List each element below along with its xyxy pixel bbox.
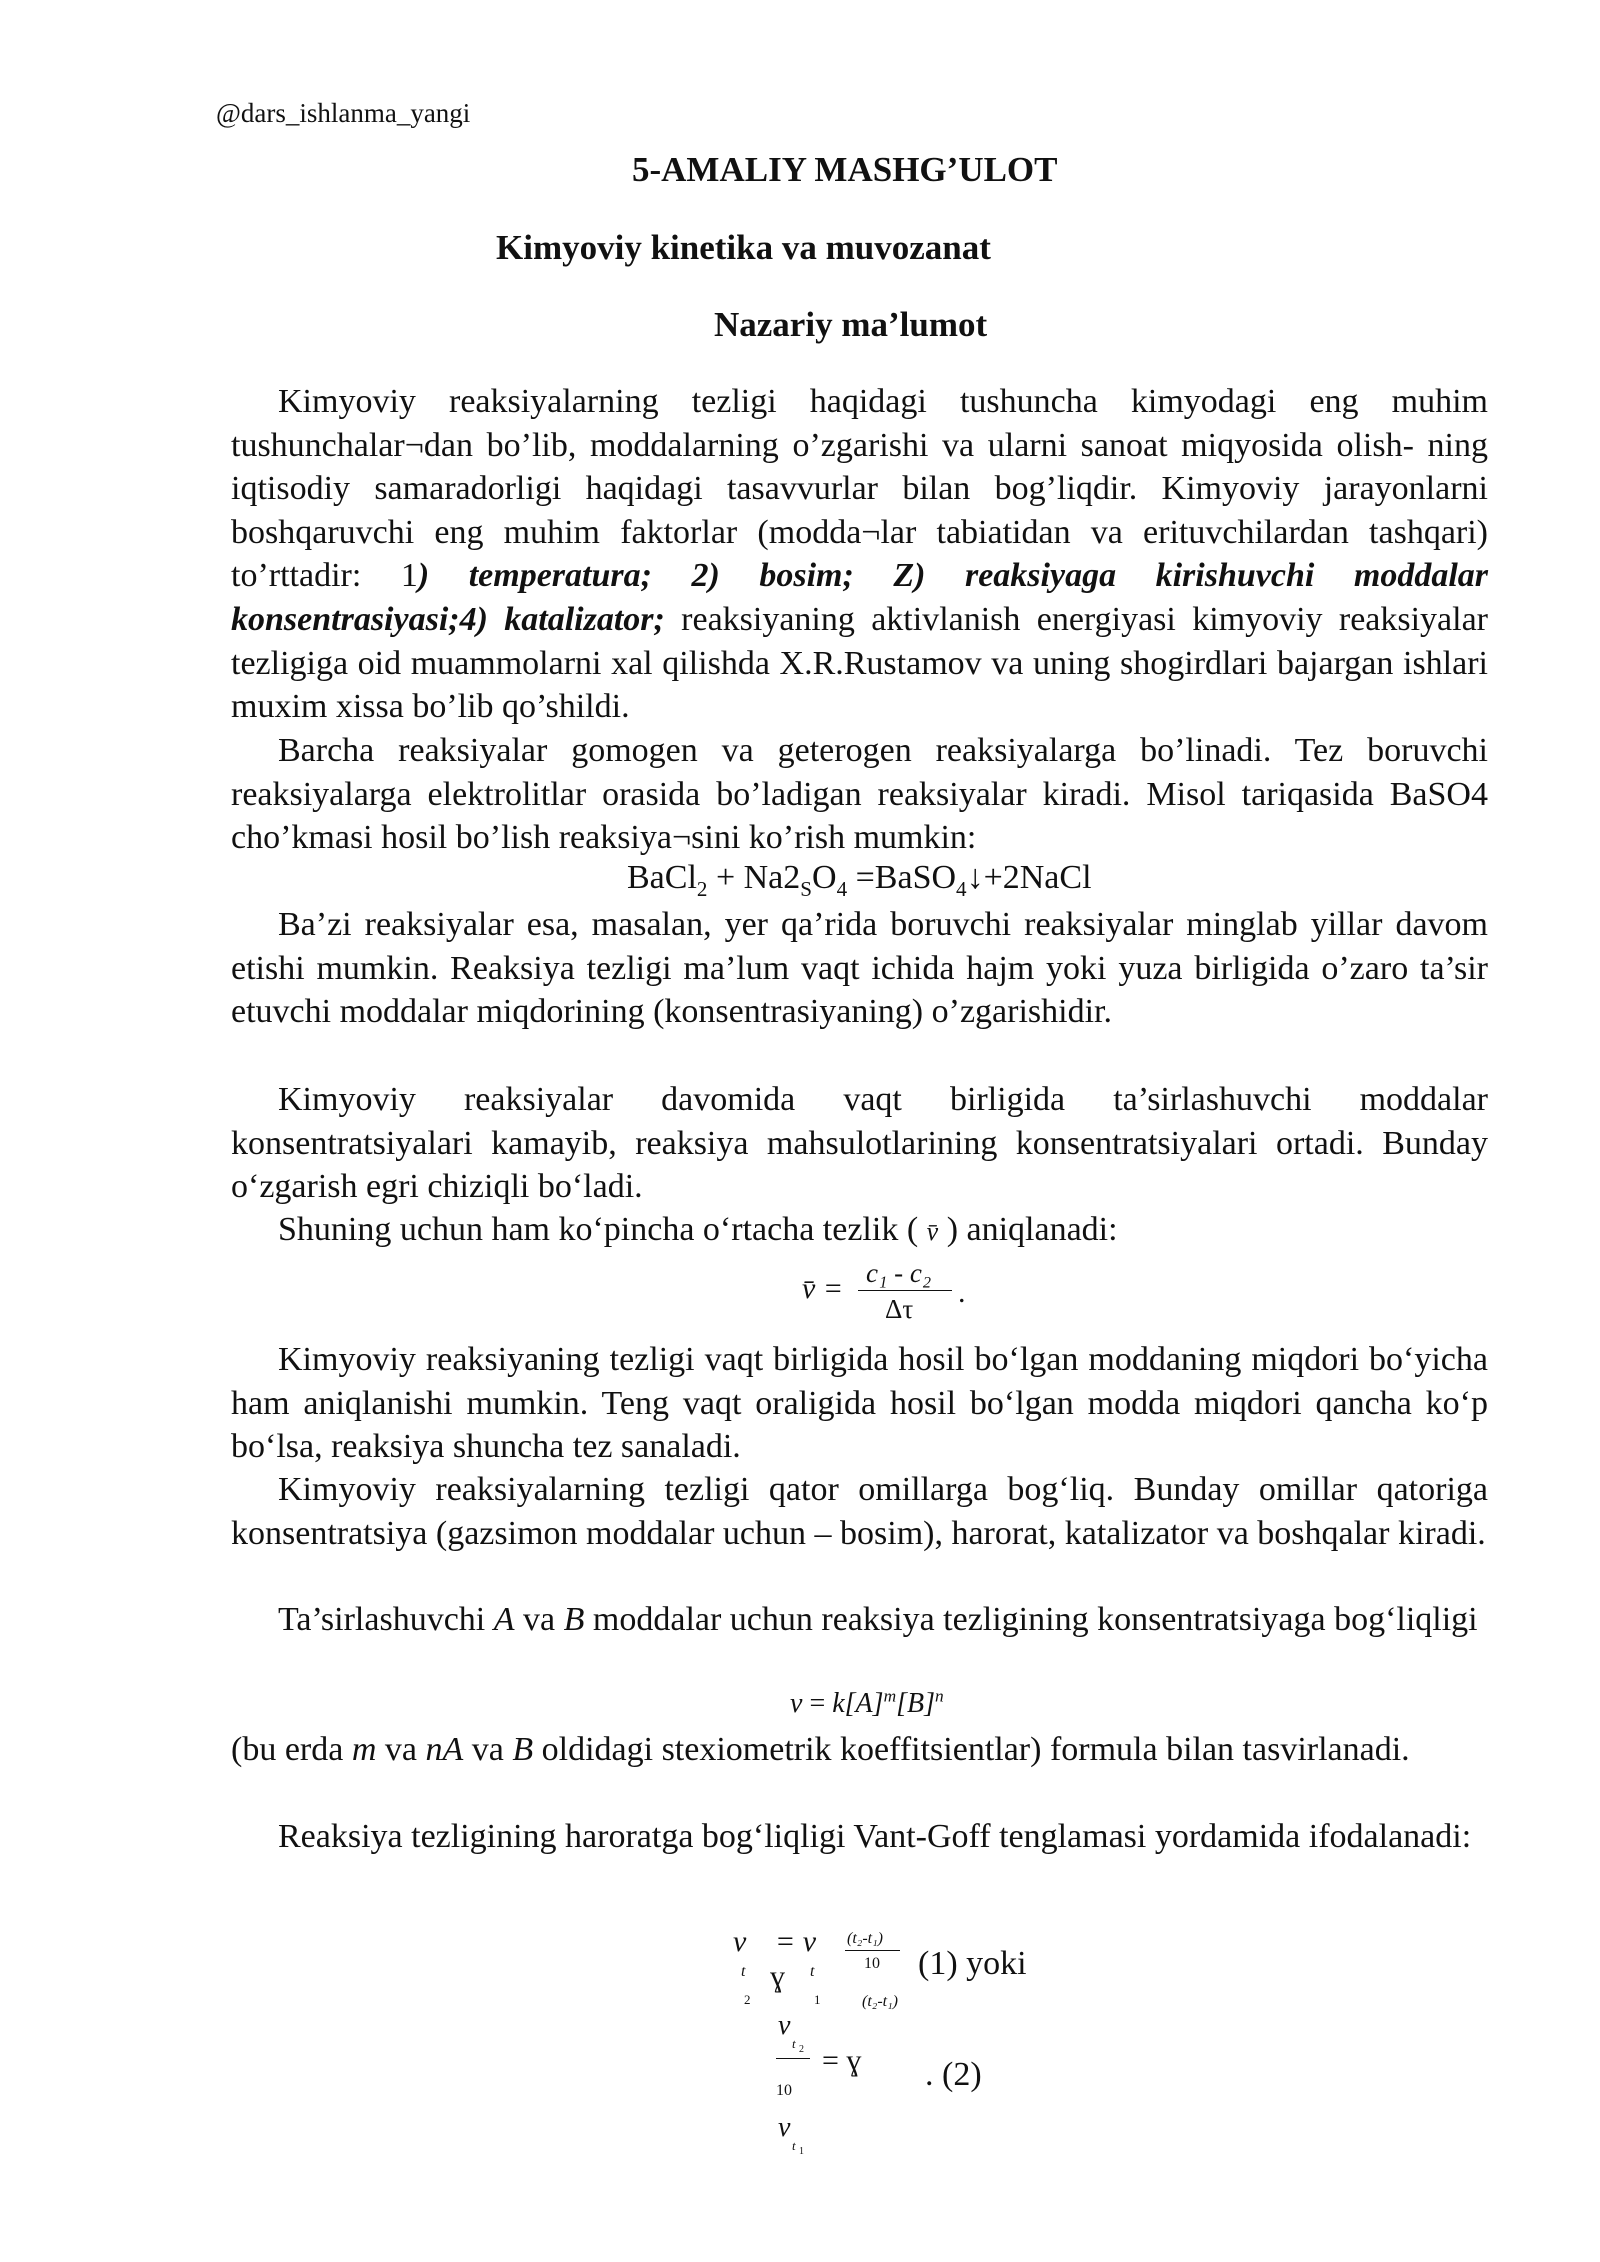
paragraph-rate-law-note: (bu erda m va nA va B oldidagi stexiometrik koeffitsientlar) formula bilan tasvirlanadi. xyxy=(231,1731,1410,1768)
eq-denominator: Δτ xyxy=(885,1294,914,1324)
eq5-fraction-bar xyxy=(776,2058,810,2059)
eq5-exponent: (t₂-t₁) xyxy=(862,1993,898,2010)
eq5-rhs: = ɣ xyxy=(822,2044,862,2077)
eq5-t-num: t xyxy=(792,2036,796,2051)
eq5-v-num: v xyxy=(778,2010,791,2041)
eq4-label-2: . (2) xyxy=(925,2056,982,2093)
eq5-ten: 10 xyxy=(776,2082,792,2099)
eq4-exp-bar xyxy=(845,1950,900,1951)
eq5-sub2: 2 xyxy=(799,2044,804,2055)
eq-lhs: v̄ = xyxy=(802,1272,844,1305)
channel-handle: @dars_ishlanma_yangi xyxy=(216,98,471,128)
eq4-sub1: 1 xyxy=(814,1992,821,2007)
paragraph-factors: Kimyoviy reaksiyalarning tezligi qator omillarga bogʻliq. Bunday omillar qatoriga konsentratsiya (gazsimon moddalar uchun – bosim), harorat, katalizator va boshqalar kiradi. xyxy=(231,1471,1488,1552)
eq4-rhs: = v xyxy=(775,1925,817,1958)
eq4-exponent: (t₂-t₁) xyxy=(847,1930,883,1947)
paragraph-rate-law-intro: Ta’sirlashuvchi A va B moddalar uchun reaksiya tezligining konsentratsiyaga bogʻliqligi xyxy=(278,1601,1478,1638)
eq4-label-1: (1) yoki xyxy=(918,1945,1027,1982)
eq4-sub2: 2 xyxy=(744,1992,751,2007)
equation-rate-law: $v = k[A]^m[B]^n$ xyxy=(790,1686,944,1719)
paragraph-rate-by-amount: Kimyoviy reaksiyaning tezligi vaqt birligida hosil boʻlgan moddaning miqdori boʻyicha ham aniqlanishi mumkin. Teng vaqt oraligida hosil boʻlgan modda miqdori qancha koʻp boʻlsa, reaksiya shuncha tez sanaladi. xyxy=(231,1341,1488,1466)
eq4-gamma: ɣ xyxy=(770,1960,785,1993)
eq5-sub1: 1 xyxy=(799,2146,804,2157)
paragraph-concentration-change: Kimyoviy reaksiyalar davomida vaqt birligida ta’sirlashuvchi moddalar konsentratsiyalari kamayib, reaksiya mahsulotlarining konsentratsiyalari ortadi. Bunday oʻzgarish egri chiziqli boʻladi. xyxy=(231,1081,1488,1206)
page-subtitle: Kimyoviy kinetika va muvozanat xyxy=(496,228,991,267)
eq-numerator: c₁ - c₂ xyxy=(866,1258,932,1288)
eq4-t1: t xyxy=(810,1963,815,1980)
fraction-bar xyxy=(858,1290,952,1291)
paragraph-intro: Kimyoviy reaksiyalarning tezligi haqidagi tushuncha kimyodagi eng muhim tushunchalar¬dan bo’lib, moddalarning o’zgarishi va ularni sanoat miqyosida olish- ning iqtisodiy samaradorligi haqidagi tasavvurlar bilan bog’liqdir. Kimyoviy jarayonlarni boshqaruvchi eng muhim faktorlar (modda¬lar tabiatidan va erituvchilardan tashqari) to’rttadir: 1) temperatura; 2) bosim; Z) reaksiyaga kirishuvchi moddalar konsentrasiyasi;4) katalizator; reaksiyaning aktivlanish energiyasi kimyoviy reaksiyalar tezligiga oid muammolarni xal qilishda X.R.Rustamov va uning shogirdlari bajargan ishlari muxim xissa bo’lib qo’shildi. xyxy=(231,383,1488,726)
equation-bacl2: BaCl$_2$ + $Na2_SO_4$ =BaSO$_4$↓+2NaCl xyxy=(627,859,1092,901)
paragraph-reaction-types: Barcha reaksiyalar gomogen va geterogen reaksiyalarga bo’linadi. Tez boruvchi reaksiyalarga elektrolitlar orasida bo’ladigan reaksiyalar kiradi. Misol tariqasida BaSO4 cho’kmasi hosil bo’lish reaksiya¬sini ko’rish mumkin: xyxy=(231,732,1488,857)
section-heading: Nazariy ma’lumot xyxy=(714,305,988,344)
paragraph-vant-hoff: Reaksiya tezligining haroratga bogʻliqligi Vant-Goff tenglamasi yordamida ifodalanadi: xyxy=(278,1818,1472,1855)
eq4-t: t xyxy=(741,1963,746,1980)
eq5-v-den: v xyxy=(778,2112,791,2143)
paragraph-average-rate: Shuning uchun ham koʻpincha oʻrtacha tezlik ( v̄ ) aniqlanadi: xyxy=(278,1211,1118,1248)
paragraph-slow-reactions: Ba’zi reaksiyalar esa, masalan, yer qa’rida boruvchi reaksiyalar minglab yillar davom etishi mumkin. Reaksiya tezligi ma’lum vaqt ichida hajm yoki yuza birligida o’zaro ta’sir etuvchi moddalar miqdorining (konsentrasiyaning) o’zgarishidir. xyxy=(231,906,1488,1031)
eq5-t-den: t xyxy=(792,2138,796,2153)
eq4-ten: 10 xyxy=(864,1955,880,1972)
eq-dot: . xyxy=(958,1276,966,1309)
eq4-v: v xyxy=(733,1925,747,1958)
page-title: 5-AMALIY MASHG’ULOT xyxy=(632,150,1058,189)
